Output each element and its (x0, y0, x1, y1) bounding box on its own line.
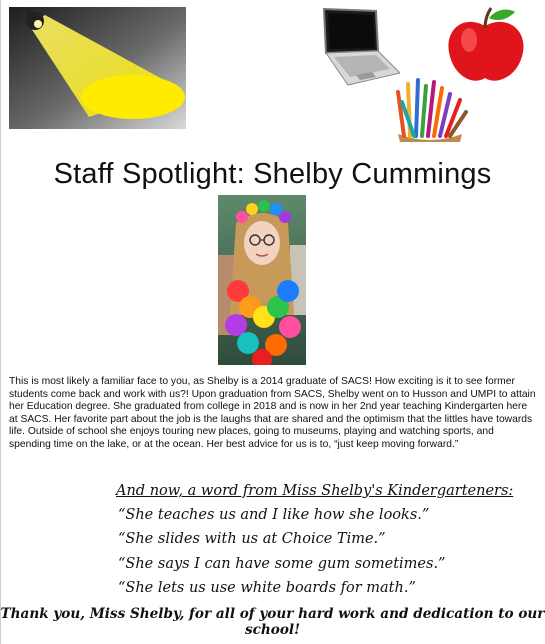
thank-you-line: Thank you, Miss Shelby, for all of your hard work and dedication to our school! (0, 606, 545, 638)
quote-3: “She says I can have some gum sometimes.” (118, 556, 446, 572)
pencils-icon (390, 76, 470, 142)
quote-4: “She lets us use white boards for math.” (118, 580, 416, 596)
quote-2: “She slides with us at Choice Time.” (118, 531, 386, 547)
laptop-icon (318, 7, 400, 87)
kindergarteners-heading: And now, a word from Miss Shelby's Kindergarteners: (116, 483, 514, 499)
page-title: Staff Spotlight: Shelby Cummings (53, 158, 492, 190)
staff-photo (218, 195, 306, 365)
quote-1: “She teaches us and I like how she looks.” (118, 507, 430, 523)
spotlight-icon (9, 7, 186, 129)
apple-icon (443, 6, 527, 86)
page-border (0, 0, 1, 644)
bio-paragraph: This is most likely a familiar face to you, as Shelby is a 2014 graduate of SACS! How exciting is it to see former students come back and work with us?! Upon graduation from SACS, Shelby went on to Husson and UMPI to attain her Education degree. She graduated from college in 2018 and is now in her 2nd year teaching Kindergarten here at SACS. Her favorite part about the job is the laughs that are shared and the optimism that the littles have towards life. Outside of school she enjoys touring new places, going to museums, playing and watching sports, and spending time on the lake, or at the ocean. Her best advice for us is to, “just keep moving forward.” (9, 376, 536, 450)
